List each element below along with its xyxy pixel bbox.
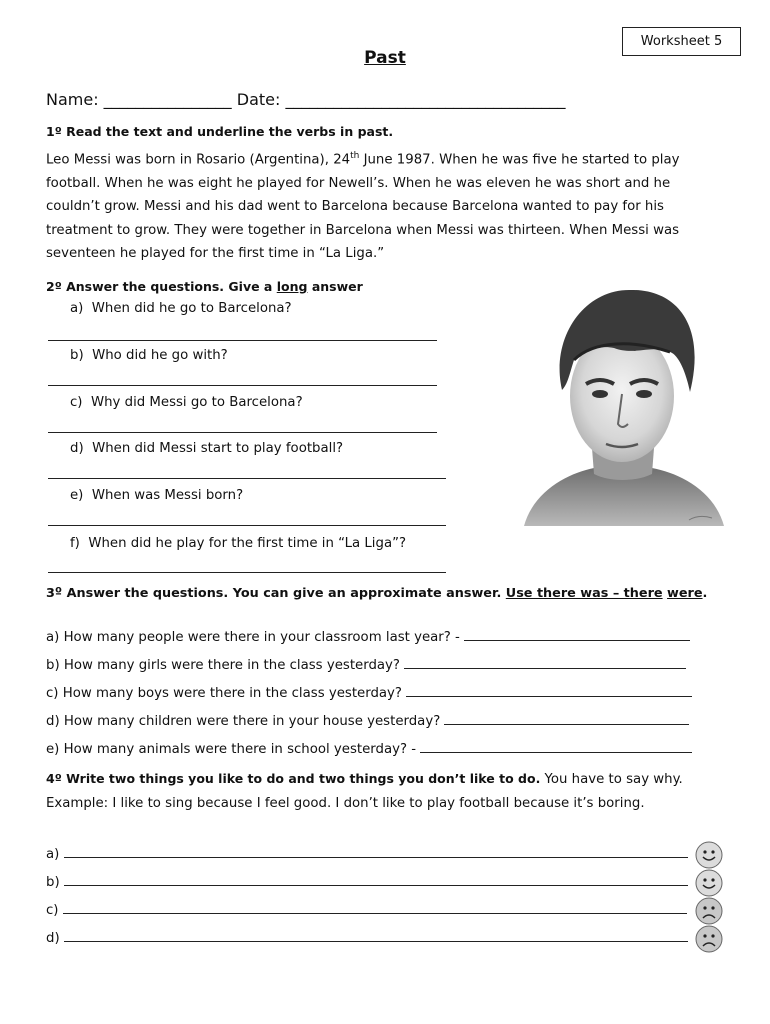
- answer-line-3b[interactable]: [404, 656, 686, 669]
- sad-face-icon: [694, 924, 724, 954]
- happy-face-icon: [694, 868, 724, 898]
- answer-line-4c[interactable]: [63, 901, 687, 914]
- question-3d-text: d) How many children were there in your house yesterday?: [46, 714, 445, 729]
- question-3c-text: c) How many boys were there in the class yesterday?: [46, 686, 407, 701]
- answer-line-3a[interactable]: [464, 628, 690, 641]
- question-3e-text: e) How many animals were there in school yesterday? -: [46, 742, 421, 757]
- section1-text-part1: Leo Messi was born in Rosario (Argentina), 24: [46, 152, 351, 168]
- answer-line-2d[interactable]: [48, 478, 446, 479]
- question-3b: [46, 656, 686, 673]
- page-title: Past: [364, 48, 406, 68]
- section4-heading: 4º Write two things you like to do and two things you don’t like to do.: [46, 771, 541, 786]
- section3-heading-end: .: [702, 586, 708, 601]
- question-3c: [46, 684, 692, 701]
- section1-text: [46, 145, 726, 266]
- item-4a: [46, 845, 688, 862]
- answer-line-4b[interactable]: [64, 873, 688, 886]
- section3-heading-underlined-2: were: [667, 586, 703, 601]
- answer-line-2e[interactable]: [48, 525, 446, 526]
- portrait-sketch: [514, 268, 728, 530]
- section1-text-part2: June 1987. When he was five he started to play football. When he was eight he played for Newell’s. When he was eleven he was short and he couldn’t grow. Messi and his dad went to Barcelona because Barcelona wanted to pay for his treatment to grow. They were together in Barcelona when Messi was thirteen. When Messi was seventeen he played for the first time in “La Liga.”: [46, 152, 680, 262]
- answer-line-2b[interactable]: [48, 385, 437, 386]
- name-date-line: [46, 90, 566, 109]
- sad-face-icon: [694, 896, 724, 926]
- question-3e: [46, 740, 692, 757]
- answer-line-2a[interactable]: [48, 340, 437, 341]
- answer-line-3e[interactable]: [420, 740, 692, 753]
- question-2a: a) When did he go to Barcelona?: [70, 301, 292, 316]
- item-4d-label: d): [46, 931, 60, 946]
- question-2f: f) When did he play for the first time in “La Liga”?: [70, 536, 407, 551]
- item-4c: [46, 901, 687, 918]
- question-2b: b) Who did he go with?: [70, 348, 228, 363]
- item-4b-label: b): [46, 875, 60, 890]
- answer-line-2c[interactable]: [48, 432, 437, 433]
- answer-line-4d[interactable]: [64, 929, 688, 942]
- section4-instructions: [46, 767, 726, 815]
- section3-heading-underlined-1: Use there was – there: [505, 586, 663, 601]
- question-2c: c) Why did Messi go to Barcelona?: [70, 395, 303, 410]
- section2-heading-underlined: long: [276, 279, 308, 294]
- question-3b-text: b) How many girls were there in the class yesterday?: [46, 658, 405, 673]
- answer-line-2f[interactable]: [48, 572, 446, 573]
- section2-heading: [46, 279, 363, 294]
- section3-heading-text: 3º Answer the questions. You can give an approximate answer.: [46, 586, 506, 601]
- section2-heading-text: 2º Answer the questions. Give a: [46, 279, 277, 294]
- answer-line-3d[interactable]: [444, 712, 689, 725]
- question-2d: d) When did Messi start to play football?: [70, 441, 344, 456]
- item-4b: [46, 873, 688, 890]
- question-3a: [46, 628, 690, 645]
- worksheet-label: Worksheet 5: [622, 27, 741, 56]
- question-2e: e) When was Messi born?: [70, 488, 244, 503]
- item-4d: [46, 929, 688, 946]
- question-3a-text: a) How many people were there in your classroom last year? -: [46, 630, 465, 645]
- section1-superscript: th: [350, 151, 360, 161]
- happy-face-icon: [694, 840, 724, 870]
- section4-text: You have to say why. Example: I like to sing because I feel good. I don’t like to play football because it’s boring.: [46, 772, 683, 811]
- date-field-label: Date: ___________________________________: [236, 90, 566, 109]
- section3-heading: [46, 582, 726, 606]
- item-4a-label: a): [46, 847, 60, 862]
- answer-line-3c[interactable]: [406, 684, 692, 697]
- item-4c-label: c): [46, 903, 59, 918]
- name-field-label: Name: ________________: [46, 90, 232, 109]
- answer-line-4a[interactable]: [64, 845, 688, 858]
- question-3d: [46, 712, 689, 729]
- section1-heading: 1º Read the text and underline the verbs in past.: [46, 124, 394, 139]
- section2-heading-end: answer: [307, 279, 363, 294]
